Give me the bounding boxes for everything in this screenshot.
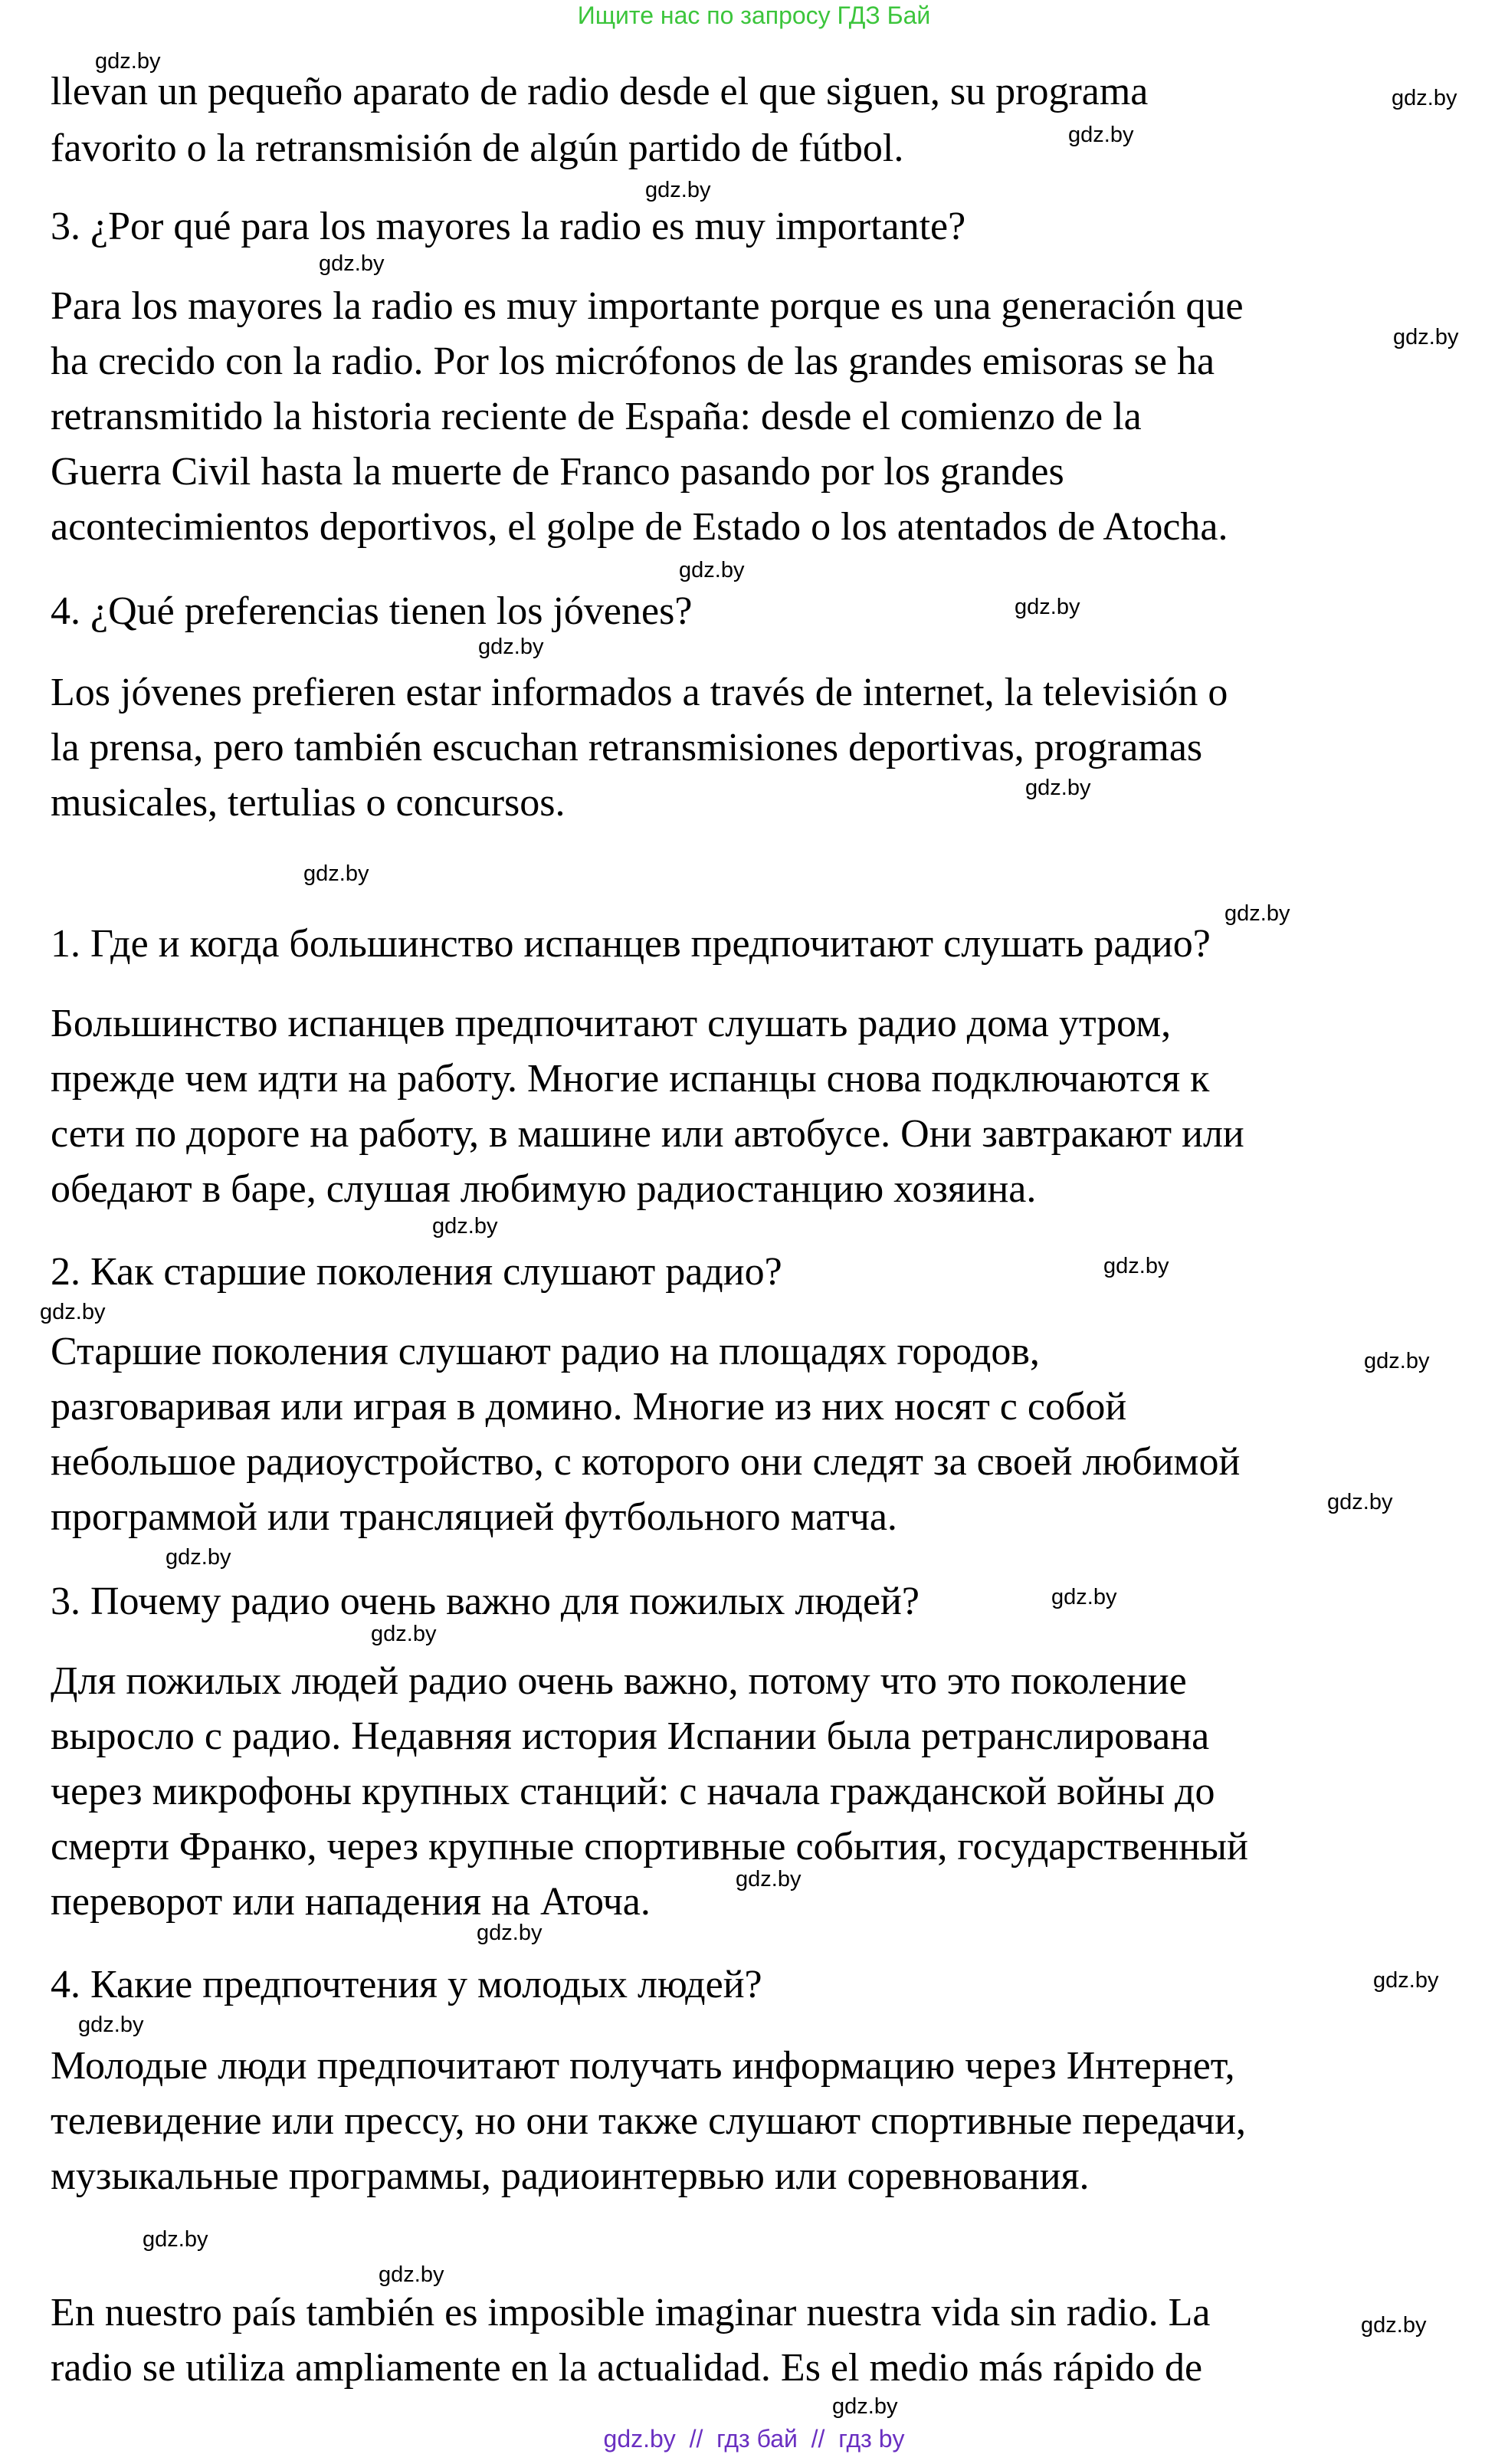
ru-question-3: 3. Почему радио очень важно для пожилых людей? (51, 1580, 920, 1623)
ru-answer-2-line: разговаривая или играя в домино. Многие из них носят с собой (51, 1385, 1127, 1429)
watermark: gdz.by (1025, 776, 1091, 800)
watermark: gdz.by (1015, 595, 1080, 619)
watermark: gdz.by (303, 861, 369, 886)
watermark: gdz.by (379, 2262, 444, 2287)
ru-answer-3-line: смерти Франко, через крупные спортивные события, государственный (51, 1825, 1248, 1869)
es-answer-4-line: musicales, tertulias o concursos. (51, 781, 566, 825)
watermark: gdz.by (371, 1622, 437, 1646)
es-answer-4-line: Los jóvenes prefieren estar informados a través de internet, la televisión o (51, 671, 1228, 714)
ru-answer-4-line: музыкальные программы, радиоинтервью или соревнования. (51, 2154, 1090, 2198)
ru-answer-1-line: Большинство испанцев предпочитают слушать радио дома утром, (51, 1002, 1172, 1045)
ru-answer-2-line: программой или трансляцией футбольного матча. (51, 1495, 897, 1539)
watermark: gdz.by (478, 635, 544, 659)
ru-question-1: 1. Где и когда большинство испанцев предпочитают слушать радио? (51, 922, 1211, 966)
ru-answer-3-line: переворот или нападения на Аточа. (51, 1880, 651, 1924)
es-question-4: 4. ¿Qué preferencias tienen los jóvenes? (51, 589, 693, 633)
watermark: gdz.by (477, 1921, 543, 1945)
watermark: gdz.by (95, 49, 161, 74)
es-answer-3-line: Guerra Civil hasta la muerte de Franco pasando por los grandes (51, 450, 1064, 494)
watermark: gdz.by (143, 2227, 208, 2252)
watermark: gdz.by (40, 1300, 106, 1324)
watermark: gdz.by (432, 1214, 498, 1239)
ru-answer-3-line: через микрофоны крупных станций: с начала гражданской войны до (51, 1770, 1215, 1813)
final-paragraph-line: En nuestro país también es imposible imaginar nuestra vida sin radio. La (51, 2291, 1211, 2334)
watermark: gdz.by (1224, 901, 1290, 926)
watermark: gdz.by (1103, 1254, 1169, 1278)
watermark: gdz.by (319, 251, 385, 276)
footer-links: gdz.by // гдз бай // гдз by (603, 2425, 905, 2453)
ru-answer-3-line: Для пожилых людей радио очень важно, потому что это поколение (51, 1659, 1187, 1703)
es-answer-3-line: retransmitido la historia reciente de España: desde el comienzo de la (51, 395, 1142, 438)
es-answer-3-line: acontecimientos deportivos, el golpe de Estado o los atentados de Atocha. (51, 505, 1228, 549)
ru-answer-1-line: сети по дороге на работу, в машине или автобусе. Они завтракают или (51, 1112, 1244, 1156)
watermark: gdz.by (736, 1867, 802, 1891)
watermark: gdz.by (832, 2394, 898, 2419)
ru-answer-1-line: прежде чем идти на работу. Многие испанцы снова подключаются к (51, 1057, 1210, 1101)
es-answer-2-line: favorito o la retransmisión de algún partido de fútbol. (51, 126, 904, 170)
ru-answer-4-line: Молодые люди предпочитают получать информацию через Интернет, (51, 2044, 1235, 2088)
watermark: gdz.by (1373, 1968, 1439, 1993)
watermark: gdz.by (645, 178, 711, 202)
watermark: gdz.by (1068, 123, 1134, 147)
watermark: gdz.by (1361, 2313, 1427, 2338)
watermark: gdz.by (1393, 325, 1459, 349)
ru-question-4: 4. Какие предпочтения у молодых людей? (51, 1963, 762, 2006)
es-answer-3-line: ha crecido con la radio. Por los micrófonos de las grandes emisoras se ha (51, 340, 1215, 383)
watermark: gdz.by (78, 2013, 144, 2037)
watermark: gdz.by (1364, 1349, 1430, 1373)
es-answer-4-line: la prensa, pero también escuchan retransmisiones deportivas, programas (51, 726, 1203, 769)
es-answer-3-line: Para los mayores la radio es muy importante porque es una generación que (51, 284, 1244, 328)
ru-answer-1-line: обедают в баре, слушая любимую радиостанцию хозяина. (51, 1167, 1037, 1211)
es-question-3: 3. ¿Por qué para los mayores la radio es muy importante? (51, 205, 966, 248)
ru-answer-4-line: телевидение или прессу, но они также слушают спортивные передачи, (51, 2099, 1247, 2143)
es-answer-2-line: llevan un pequeño aparato de radio desde el que siguen, su programa (51, 70, 1149, 113)
watermark: gdz.by (166, 1545, 231, 1570)
top-banner: Ищите нас по запросу ГДЗ Бай (577, 2, 931, 29)
ru-answer-3-line: выросло с радио. Недавняя история Испании была ретранслирована (51, 1714, 1210, 1758)
ru-answer-2-line: Старшие поколения слушают радио на площадях городов, (51, 1330, 1040, 1373)
watermark: gdz.by (1327, 1490, 1393, 1514)
watermark: gdz.by (1051, 1585, 1117, 1609)
watermark: gdz.by (1392, 86, 1457, 110)
watermark: gdz.by (679, 558, 745, 582)
ru-question-2: 2. Как старшие поколения слушают радио? (51, 1250, 782, 1294)
final-paragraph-line: radio se utiliza ampliamente en la actualidad. Es el medio más rápido de (51, 2346, 1203, 2390)
ru-answer-2-line: небольшое радиоустройство, с которого они следят за своей любимой (51, 1440, 1241, 1484)
